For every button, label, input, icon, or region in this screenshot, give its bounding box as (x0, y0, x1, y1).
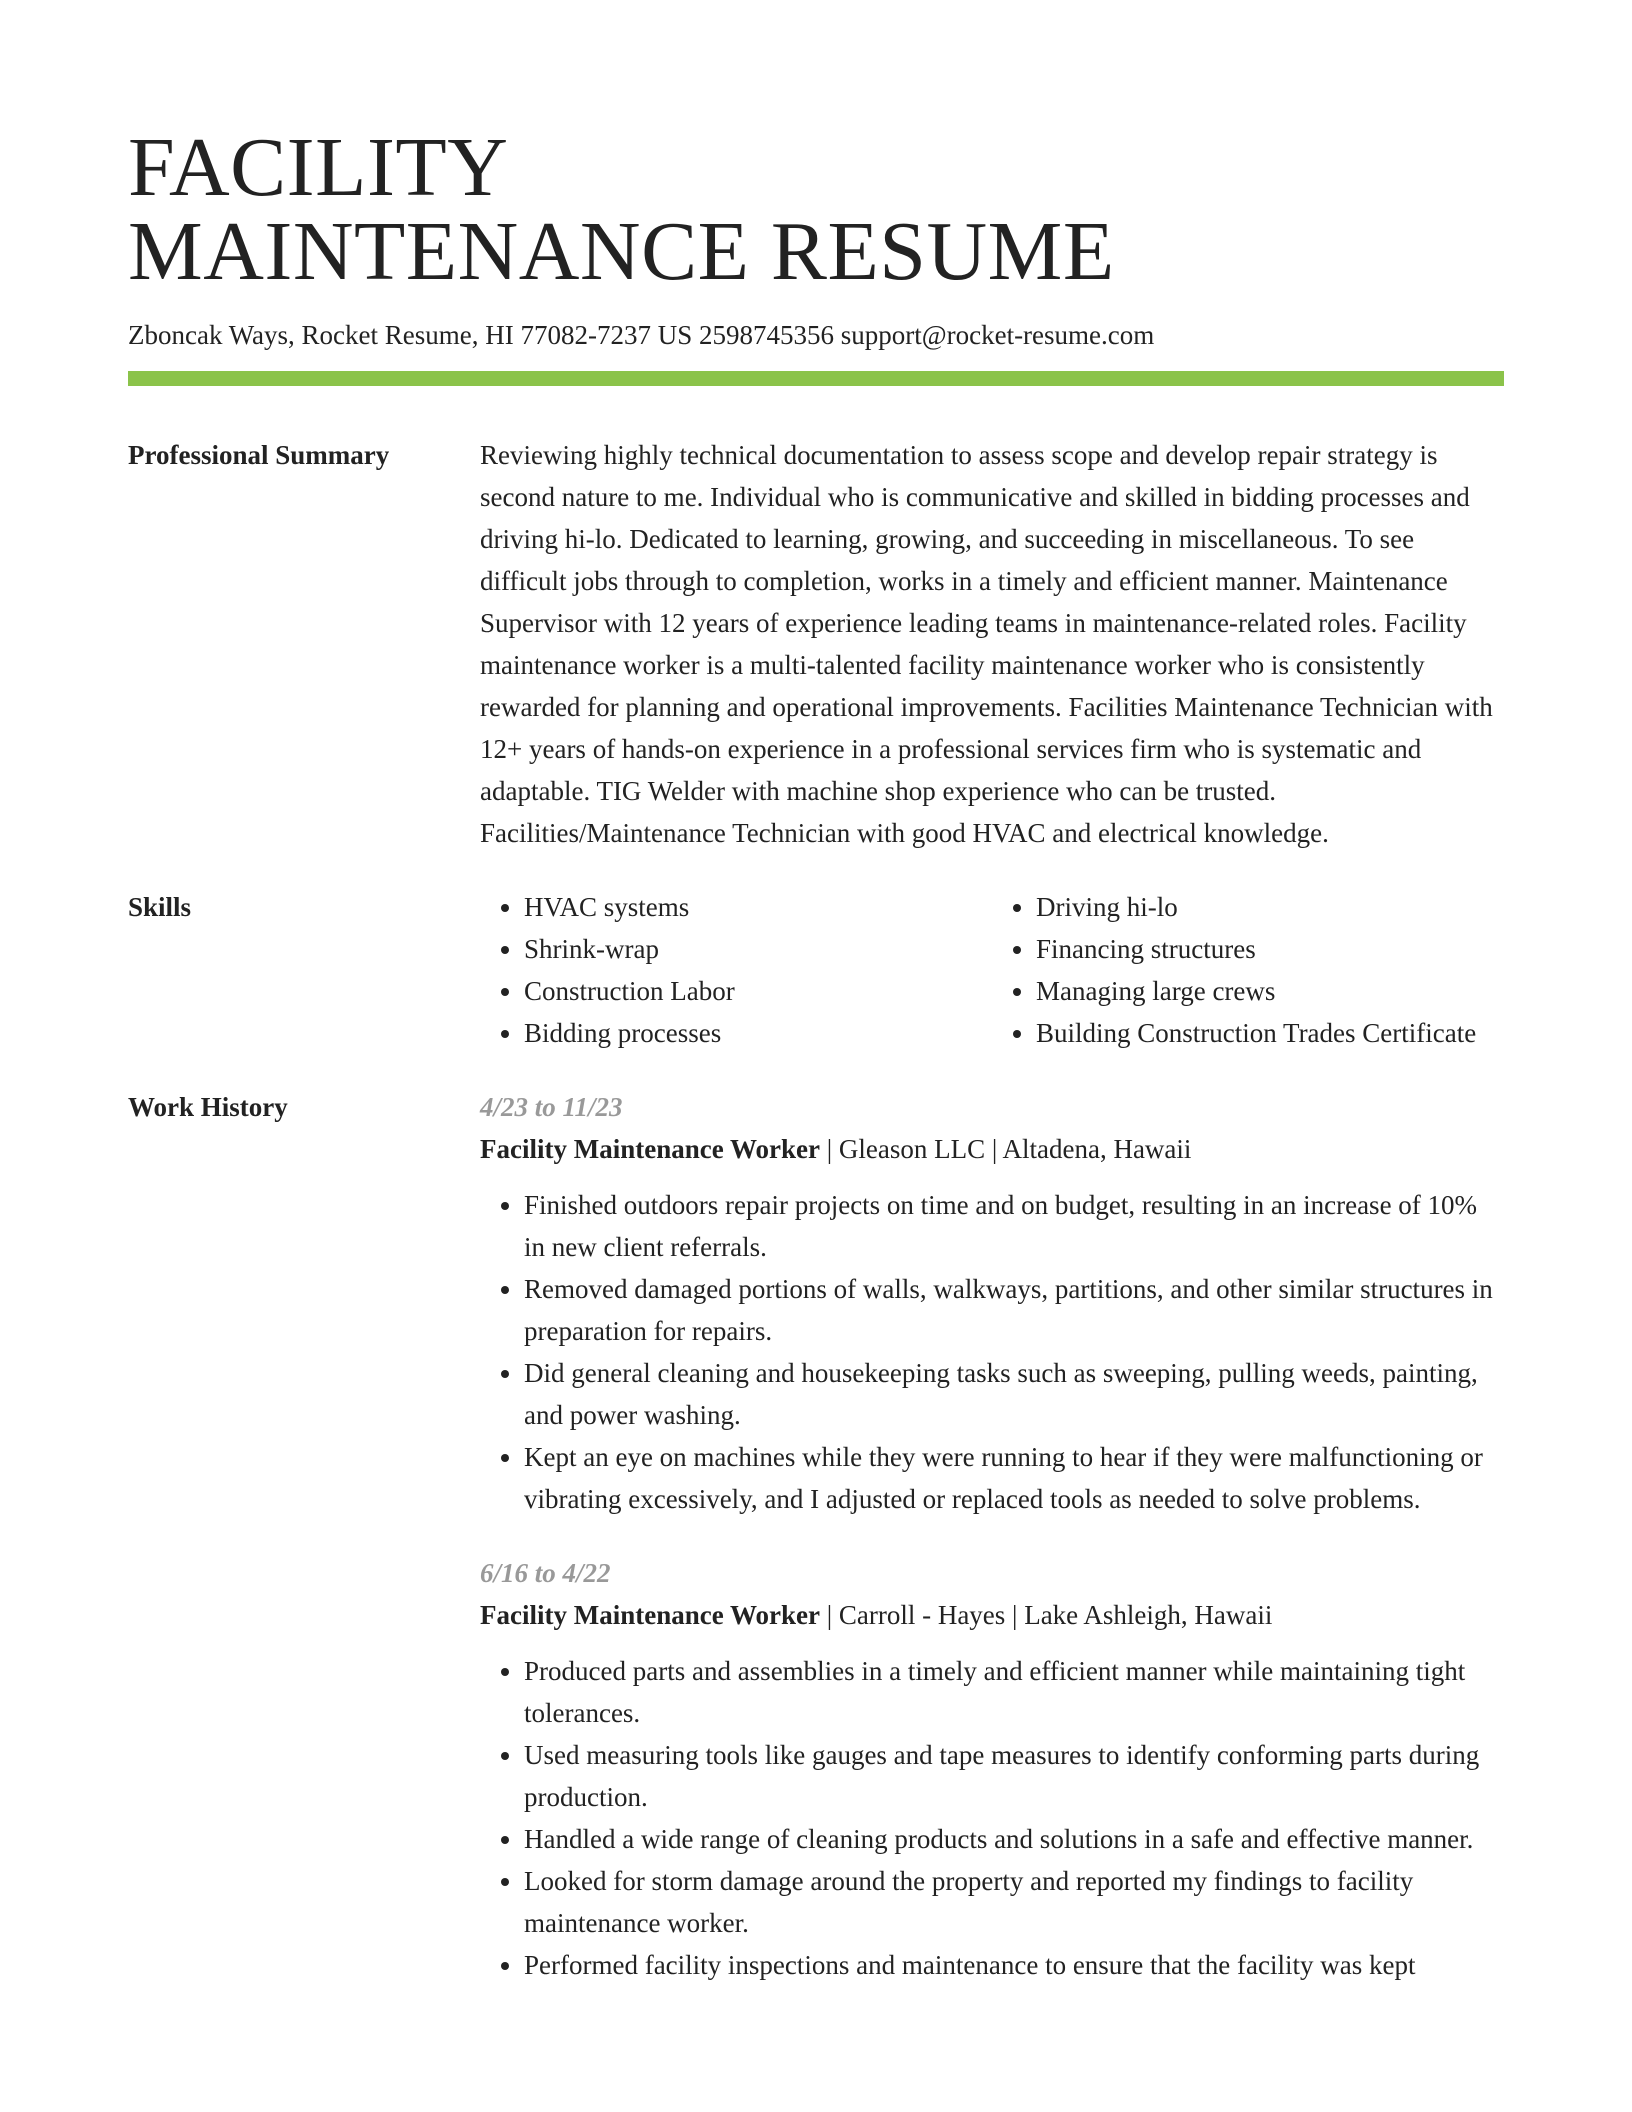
job-title: Facility Maintenance Worker (480, 1600, 820, 1630)
job-bullet: • Did general cleaning and housekeeping tasks such as sweeping, pulling weeds, painting, and power washing. (524, 1352, 1504, 1436)
skill-item: • Driving hi-lo (1036, 886, 1504, 928)
section-label-skills: Skills (128, 892, 192, 922)
skill-item: • Building Construction Trades Certificate (1036, 1012, 1504, 1054)
skills-column-1 (480, 886, 992, 1054)
job-entry (480, 1086, 1504, 1520)
job-bullet-list (480, 1184, 1504, 1520)
work-history-body (480, 1086, 1504, 2018)
contact-line: Zboncak Ways, Rocket Resume, HI 77082-7237 US 2598745356 support@rocket-resume.com (128, 320, 1155, 350)
skills-column-2 (992, 886, 1504, 1054)
job-title: Facility Maintenance Worker (480, 1134, 820, 1164)
job-bullet: • Produced parts and assemblies in a timely and efficient manner while maintaining tight tolerances. (524, 1650, 1504, 1734)
job-bullet: • Performed facility inspections and maintenance to ensure that the facility was kept (524, 1944, 1504, 1986)
job-heading (480, 1128, 1504, 1170)
job-bullet: • Handled a wide range of cleaning products and solutions in a safe and effective manner. (524, 1818, 1504, 1860)
job-bullet: • Used measuring tools like gauges and tape measures to identify conforming parts during production. (524, 1734, 1504, 1818)
section-label-work-history: Work History (128, 1092, 288, 1122)
resume-title-line-2: MAINTENANCE RESUME (128, 205, 1115, 298)
job-dates: 6/16 to 4/22 (480, 1558, 611, 1588)
skill-item: • Construction Labor (524, 970, 992, 1012)
skill-item: • HVAC systems (524, 886, 992, 928)
job-bullet: • Finished outdoors repair projects on time and on budget, resulting in an increase of 10% in new client referrals. (524, 1184, 1504, 1268)
job-entry (480, 1552, 1504, 1986)
job-bullet: • Kept an eye on machines while they were running to hear if they were malfunctioning or vibrating excessively, and I adjusted or replaced tools as needed to solve problems. (524, 1436, 1504, 1520)
skills-section (128, 886, 1504, 1054)
job-bullet: • Looked for storm damage around the property and reported my findings to facility maintenance worker. (524, 1860, 1504, 1944)
skill-item: • Financing structures (1036, 928, 1504, 970)
skill-item: • Bidding processes (524, 1012, 992, 1054)
accent-divider (128, 371, 1504, 386)
resume-header (128, 121, 1504, 386)
job-bullet: • Removed damaged portions of walls, walkways, partitions, and other similar structures in preparation for repairs. (524, 1268, 1504, 1352)
job-details: | Carroll - Hayes | Lake Ashleigh, Hawaii (819, 1600, 1273, 1630)
skill-item: • Managing large crews (1036, 970, 1504, 1012)
job-dates: 4/23 to 11/23 (480, 1092, 623, 1122)
work-history-section (128, 1086, 1504, 2018)
job-heading (480, 1594, 1504, 1636)
skills-body (480, 886, 1504, 1054)
resume-title-line-1: FACILITY (128, 121, 509, 214)
resume-title (128, 121, 1504, 298)
job-details: | Gleason LLC | Altadena, Hawaii (819, 1134, 1192, 1164)
section-label-summary: Professional Summary (128, 440, 390, 470)
professional-summary-section (128, 434, 1504, 854)
skills-grid (480, 886, 1504, 1054)
skill-item: • Shrink-wrap (524, 928, 992, 970)
summary-text: Reviewing highly technical documentation to assess scope and develop repair strategy is second nature to me. Individual who is communicative and skilled in bidding processes and driving hi-lo. Dedicated to learning, growing, and succeeding in miscellaneous. To see difficult jobs through to completion, works in a timely and efficient manner. Maintenance Supervisor with 12 years of experience leading teams in maintenance-related roles. Facility maintenance worker is a multi-talented facility maintenance worker who is consistently rewarded for planning and operational improvements. Facilities Maintenance Technician with 12+ years of hands-on experience in a professional services firm who is systematic and adaptable. TIG Welder with machine shop experience who can be trusted. Facilities/Maintenance Technician with good HVAC and electrical knowledge. (480, 440, 1493, 848)
resume-page (128, 121, 1504, 2018)
job-bullet-list (480, 1650, 1504, 1986)
